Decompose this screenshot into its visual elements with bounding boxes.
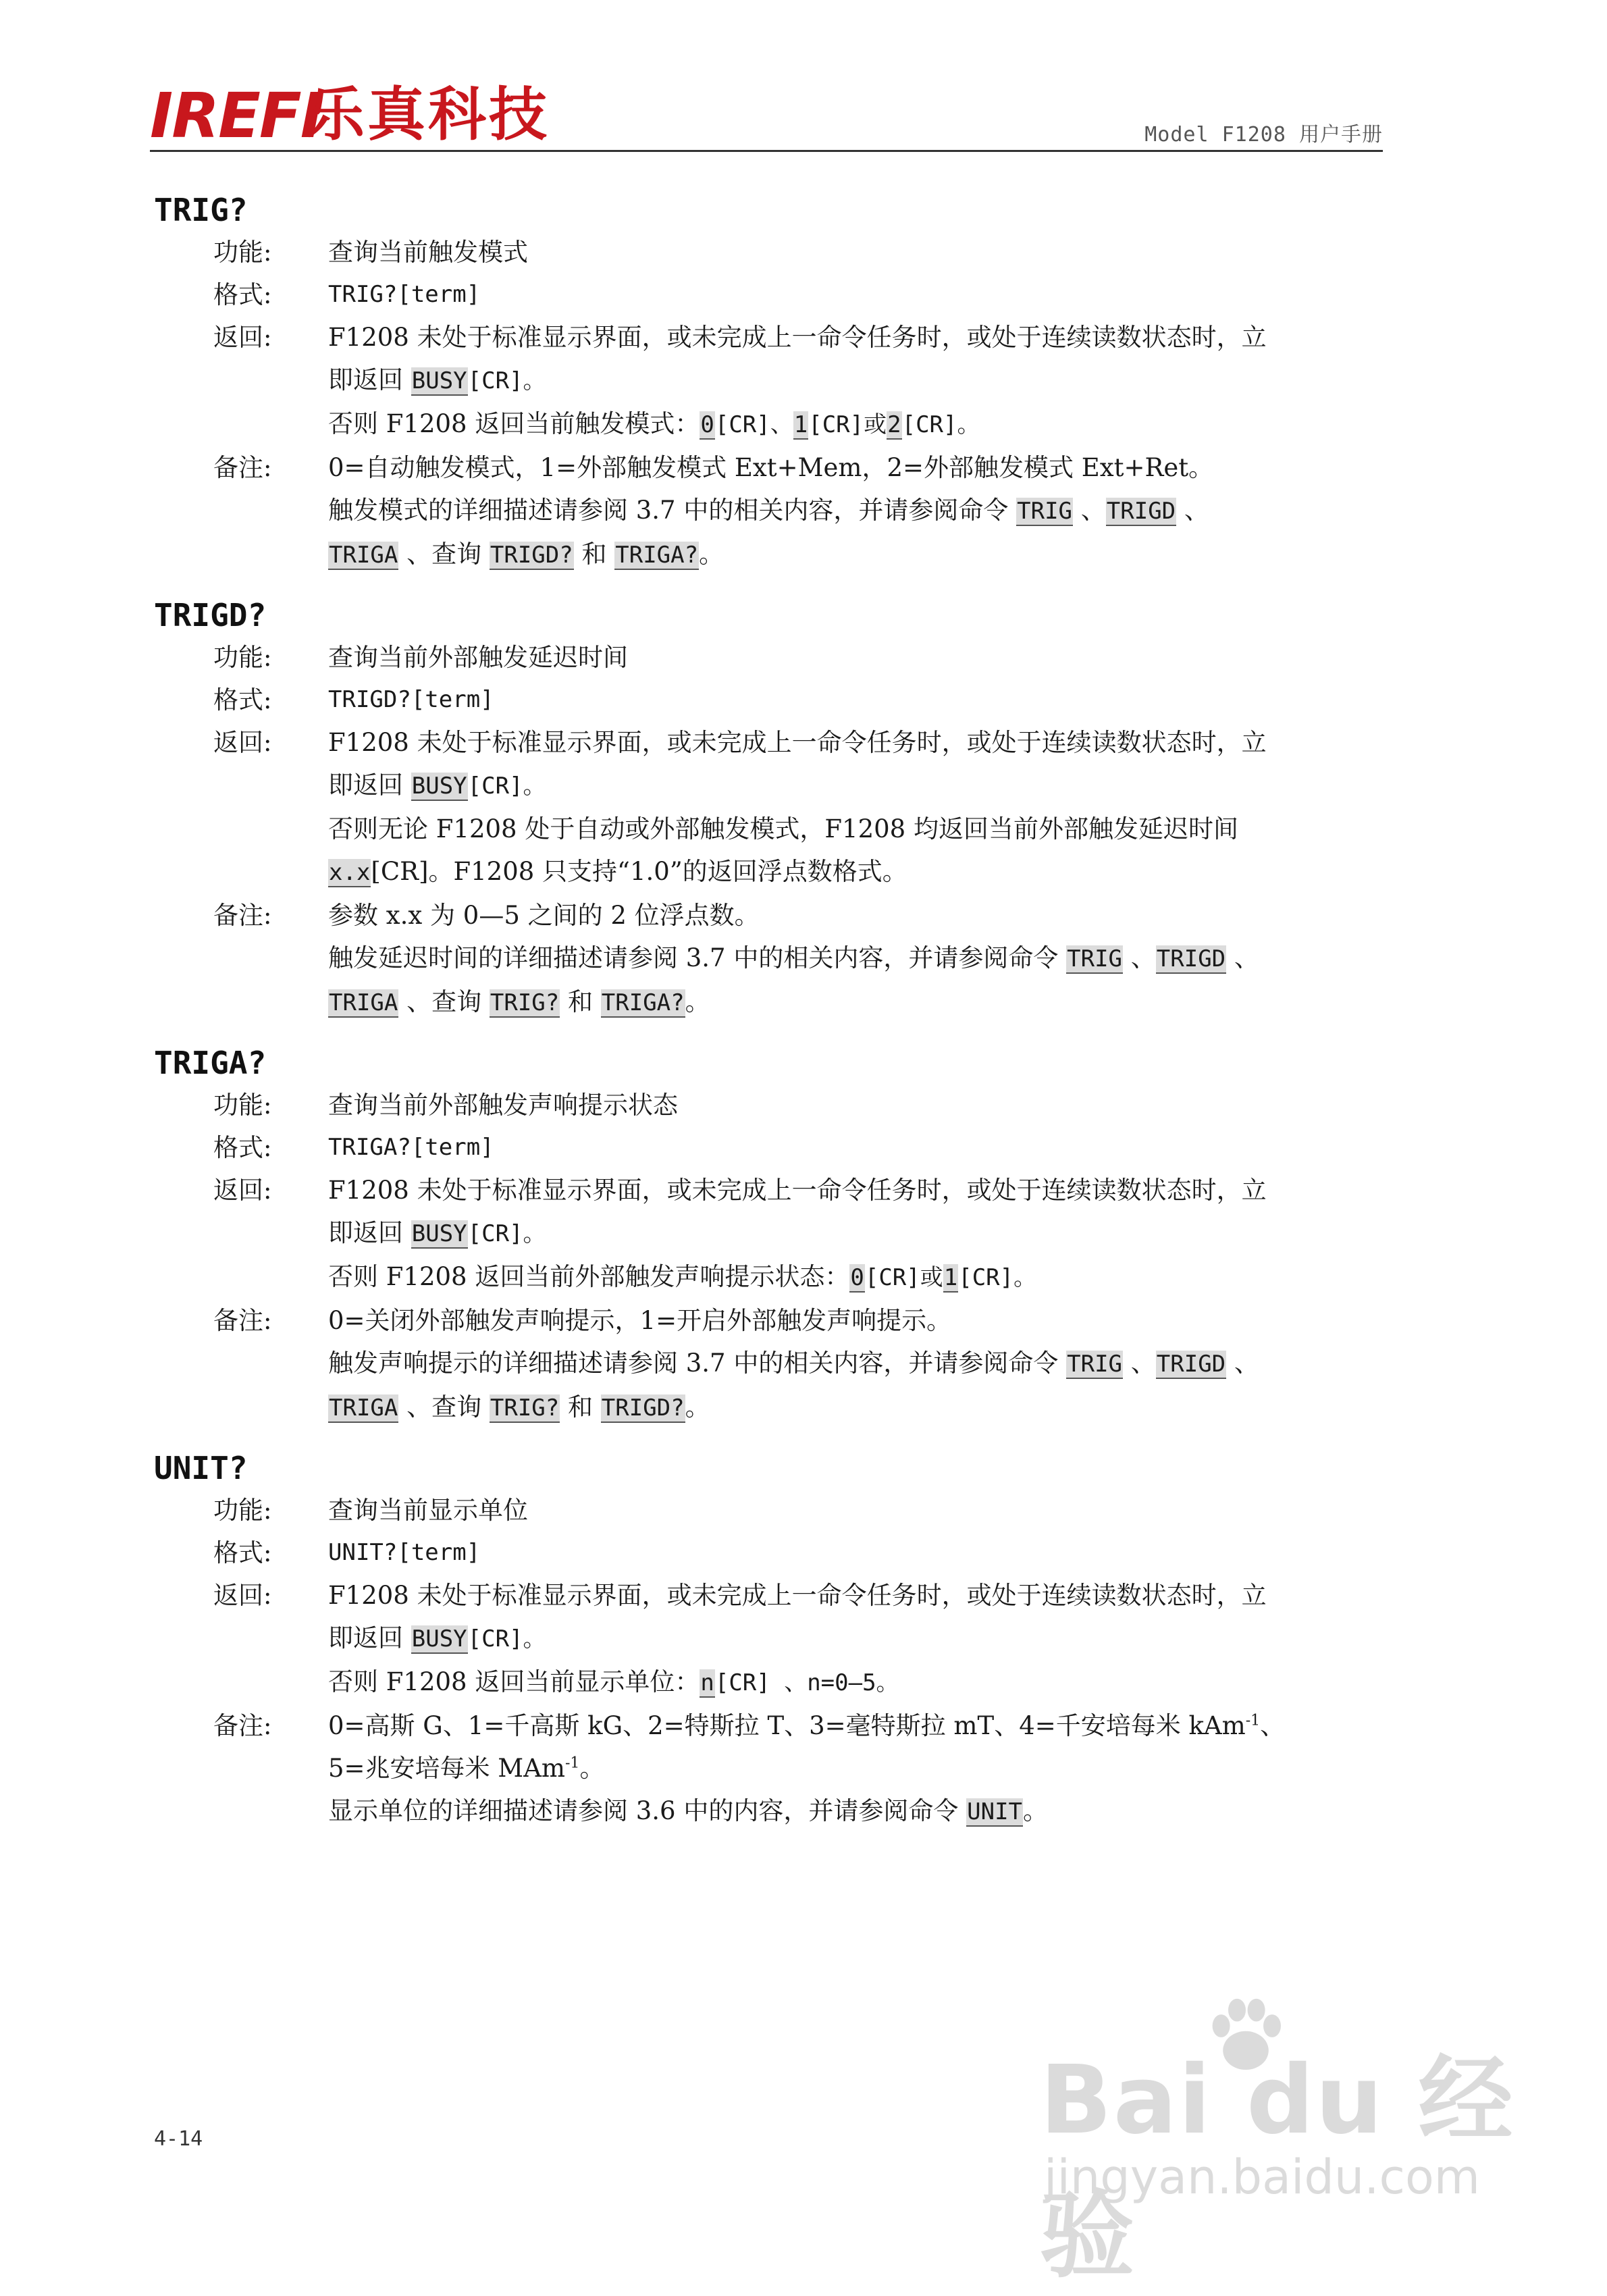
company-name: 乐真科技 xyxy=(307,80,550,149)
func-label: 功能: xyxy=(213,238,272,267)
note-line: 触发声响提示的详细描述请参阅 3.7 中的相关内容，并请参阅命令 TRIG 、TRIGD 、 xyxy=(328,1349,1259,1378)
return-row xyxy=(154,316,1383,446)
command-link[interactable]: TRIG xyxy=(1067,1351,1123,1378)
value-link[interactable]: 2 xyxy=(887,411,901,438)
note-line: 0=高斯 G、1=千高斯 kG、2=特斯拉 T、3=毫特斯拉 mT、4=千安培每米 kAm$^{-1}$、 xyxy=(328,1711,1286,1740)
return-row xyxy=(154,1574,1383,1704)
busy-link[interactable]: BUSY xyxy=(411,1220,467,1247)
section-trig xyxy=(154,189,1383,577)
page-number: 4-14 xyxy=(154,2127,203,2151)
return-line: x.x[CR]。F1208 只支持“1.0”的返回浮点数格式。 xyxy=(329,857,907,886)
format-label: 格式: xyxy=(213,685,272,714)
format-row xyxy=(154,1126,1383,1169)
note-text xyxy=(328,446,1383,577)
note-row xyxy=(154,1704,1383,1833)
page-header xyxy=(150,76,1383,151)
return-label: 返回: xyxy=(213,1176,272,1205)
command-title: TRIG? xyxy=(154,192,248,228)
format-label: 格式: xyxy=(213,1133,272,1162)
note-row xyxy=(154,446,1383,577)
return-line: 即返回 BUSY[CR]。 xyxy=(328,771,546,800)
command-link[interactable]: UNIT xyxy=(967,1798,1023,1825)
func-text: 查询当前外部触发声响提示状态 xyxy=(328,1091,678,1120)
return-line: F1208 未处于标准显示界面，或未完成上一命令任务时，或处于连续读数状态时，立 xyxy=(328,728,1267,757)
note-line: TRIGA 、查询 TRIGD? 和 TRIGA?。 xyxy=(329,540,725,569)
value-link[interactable]: 1 xyxy=(943,1264,958,1291)
command-link[interactable]: TRIGA xyxy=(329,542,398,569)
command-link[interactable]: TRIGA xyxy=(329,1394,398,1421)
format-text: UNIT?[term] xyxy=(328,1539,481,1566)
note-row xyxy=(154,894,1383,1024)
command-link[interactable]: TRIGD xyxy=(1156,1351,1226,1378)
watermark-url: jingyan.baidu.com xyxy=(1044,2149,1480,2205)
format-text: TRIG?[term] xyxy=(328,281,481,308)
note-label: 备注: xyxy=(213,453,272,482)
note-text xyxy=(328,1704,1383,1833)
note-line: 触发延迟时间的详细描述请参阅 3.7 中的相关内容，并请参阅命令 TRIG 、TRIGD 、 xyxy=(328,943,1259,972)
command-link[interactable]: TRIG? xyxy=(490,1394,560,1421)
func-text: 查询当前触发模式 xyxy=(328,238,528,267)
company-logo: IREFI xyxy=(150,80,322,152)
command-link[interactable]: TRIGD? xyxy=(601,1394,685,1421)
note-line: 5=兆安培每米 MAm$^{-1}$。 xyxy=(328,1754,605,1783)
format-row xyxy=(154,1532,1383,1574)
return-text xyxy=(328,1574,1383,1704)
command-link[interactable]: TRIG xyxy=(1017,498,1073,525)
document-title: Model F1208 用户手册 xyxy=(1144,123,1383,147)
format-text: TRIGD?[term] xyxy=(328,686,494,713)
return-line: 否则 F1208 返回当前触发模式：0[CR]、1[CR]或2[CR]。 xyxy=(328,409,980,438)
format-label: 格式: xyxy=(213,280,272,309)
return-row xyxy=(154,1169,1383,1299)
return-label: 返回: xyxy=(213,323,272,352)
return-text xyxy=(328,721,1383,894)
return-text xyxy=(328,1169,1383,1299)
func-row xyxy=(154,1084,1383,1126)
func-row xyxy=(154,636,1383,679)
command-link[interactable]: TRIGA? xyxy=(601,989,685,1016)
value-link[interactable]: 1 xyxy=(793,411,808,438)
note-line: 触发模式的详细描述请参阅 3.7 中的相关内容，并请参阅命令 TRIG 、TRIGD 、 xyxy=(328,496,1209,525)
func-label: 功能: xyxy=(213,643,272,672)
header-divider xyxy=(150,150,1383,152)
note-line: TRIGA 、查询 TRIG? 和 TRIGA?。 xyxy=(329,987,710,1016)
func-label: 功能: xyxy=(213,1091,272,1120)
busy-link[interactable]: BUSY xyxy=(411,773,467,800)
value-link[interactable]: x.x xyxy=(329,859,371,886)
command-title: TRIGD? xyxy=(154,597,267,633)
note-label: 备注: xyxy=(213,901,272,930)
command-link[interactable]: TRIGD xyxy=(1106,498,1176,525)
return-line: 否则 F1208 返回当前外部触发声响提示状态：0[CR]或1[CR]。 xyxy=(328,1262,1037,1291)
return-line: 即返回 BUSY[CR]。 xyxy=(328,1623,546,1652)
command-link[interactable]: TRIGA xyxy=(329,989,398,1016)
note-row xyxy=(154,1299,1383,1430)
note-text xyxy=(328,1299,1383,1430)
return-line: 否则 F1208 返回当前显示单位：n[CR] 、n=0—5。 xyxy=(328,1667,899,1696)
return-line: F1208 未处于标准显示界面，或未完成上一命令任务时，或处于连续读数状态时，立 xyxy=(328,1176,1267,1205)
func-row xyxy=(154,231,1383,273)
note-line: 显示单位的详细描述请参阅 3.6 中的内容，并请参阅命令 UNIT。 xyxy=(328,1796,1049,1825)
command-title: UNIT? xyxy=(154,1450,248,1486)
return-line: F1208 未处于标准显示界面，或未完成上一命令任务时，或处于连续读数状态时，立 xyxy=(328,1581,1267,1610)
value-link[interactable]: 0 xyxy=(850,1264,864,1291)
note-line: 0=自动触发模式，1=外部触发模式 Ext+Mem，2=外部触发模式 Ext+Ret。 xyxy=(328,453,1214,482)
baidu-watermark xyxy=(1040,2011,1526,2291)
format-text: TRIGA?[term] xyxy=(328,1134,494,1161)
format-label: 格式: xyxy=(213,1538,272,1567)
note-label: 备注: xyxy=(213,1306,272,1335)
return-row xyxy=(154,721,1383,894)
return-line: F1208 未处于标准显示界面，或未完成上一命令任务时，或处于连续读数状态时，立 xyxy=(328,323,1267,352)
return-line: 否则无论 F1208 处于自动或外部触发模式，F1208 均返回当前外部触发延迟时间 xyxy=(328,814,1238,843)
busy-link[interactable]: BUSY xyxy=(411,1625,467,1652)
busy-link[interactable]: BUSY xyxy=(411,367,467,394)
note-line: 参数 x.x 为 0—5 之间的 2 位浮点数。 xyxy=(328,901,760,930)
format-row xyxy=(154,273,1383,316)
command-link[interactable]: TRIG? xyxy=(490,989,560,1016)
func-text: 查询当前外部触发延迟时间 xyxy=(328,643,628,672)
return-label: 返回: xyxy=(213,1581,272,1610)
note-label: 备注: xyxy=(213,1711,272,1740)
value-link[interactable]: n xyxy=(700,1669,714,1696)
value-link[interactable]: 0 xyxy=(700,411,714,438)
section-triga xyxy=(154,1042,1383,1430)
command-link[interactable]: TRIGA? xyxy=(615,542,699,569)
note-line: 0=关闭外部触发声响提示，1=开启外部触发声响提示。 xyxy=(328,1306,952,1335)
section-trigd xyxy=(154,594,1383,1024)
func-text: 查询当前显示单位 xyxy=(328,1496,528,1525)
return-label: 返回: xyxy=(213,728,272,757)
return-text xyxy=(328,316,1383,446)
section-unit xyxy=(154,1447,1383,1833)
command-title: TRIGA? xyxy=(154,1045,267,1081)
manual-content xyxy=(154,189,1383,1851)
watermark-brand: Bai du 经验 xyxy=(1040,2045,1514,2291)
return-line: 即返回 BUSY[CR]。 xyxy=(328,1218,546,1247)
func-row xyxy=(154,1489,1383,1532)
return-line: 即返回 BUSY[CR]。 xyxy=(328,365,546,394)
note-line: TRIGA 、查询 TRIG? 和 TRIGD?。 xyxy=(329,1392,710,1421)
func-label: 功能: xyxy=(213,1496,272,1525)
command-link[interactable]: TRIG xyxy=(1067,945,1123,972)
format-row xyxy=(154,679,1383,721)
command-link[interactable]: TRIGD? xyxy=(490,542,573,569)
note-text xyxy=(328,894,1383,1024)
command-link[interactable]: TRIGD xyxy=(1156,945,1226,972)
